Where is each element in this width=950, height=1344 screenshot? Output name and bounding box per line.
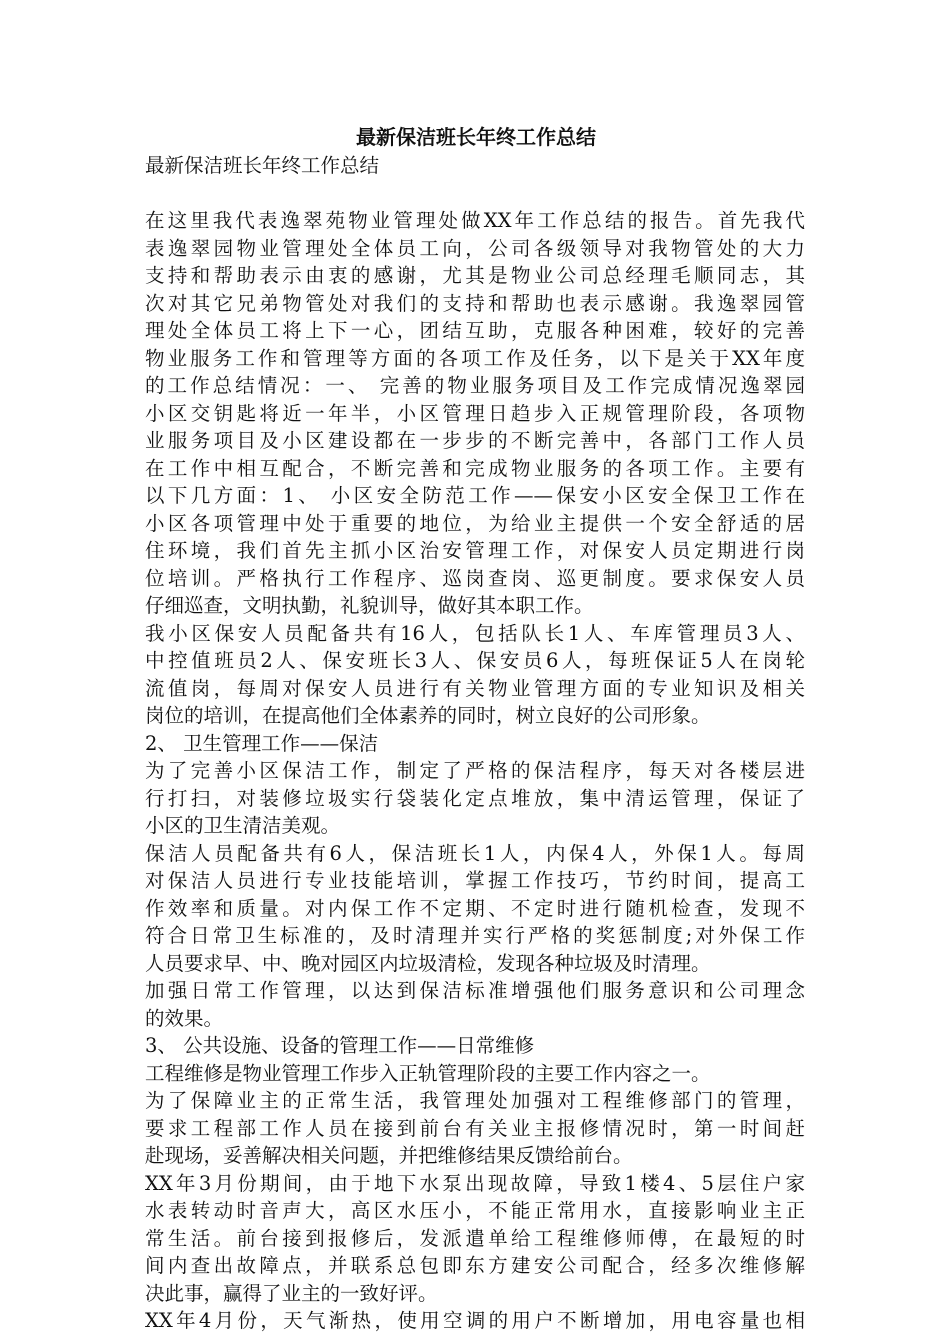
document-subtitle: 最新保洁班长年终工作总结 xyxy=(145,154,380,177)
body-text-line: 小区各项管理中处于重要的地位，为给业主提供一个安全舒适的居 xyxy=(145,511,805,535)
blank-line xyxy=(145,180,805,208)
body-text-line: 小区交钥匙将近一年半，小区管理日趋步入正规管理阶段，各项物 xyxy=(145,401,805,425)
body-text-line: 决此事，赢得了业主的一致好评。 xyxy=(145,1281,438,1305)
body-text-line: 人员要求早、中、晚对园区内垃圾清检，发现各种垃圾及时清理。 xyxy=(145,951,711,975)
body-text-line: 行打扫，对装修垃圾实行袋装化定点堆放，集中清运管理，保证了 xyxy=(145,786,805,810)
body-text-line: 间内查出故障点，并联系总包即东方建安公司配合，经多次维修解 xyxy=(145,1254,805,1277)
document-body xyxy=(145,152,805,1335)
body-text-line: 理处全体员工将上下一心，团结互助，克服各种困难，较好的完善 xyxy=(145,319,805,342)
body-text-line: 对保洁人员进行专业技能培训，掌握工作技巧，节约时间，提高工 xyxy=(145,869,805,892)
body-text-line: 支持和帮助表示由衷的感谢，尤其是物业公司总经理毛顺同志，其 xyxy=(145,264,805,287)
body-text-line: 作效率和质量。对内保工作不定期、不定时进行随机检查，发现不 xyxy=(145,896,805,920)
body-text-line: 以下几方面：1、 小区安全防范工作——保安小区安全保卫工作在 xyxy=(145,484,805,507)
body-text-line: 2、 卫生管理工作——保洁 xyxy=(145,731,379,755)
body-text-line: 工程维修是物业管理工作步入正轨管理阶段的主要工作内容之一。 xyxy=(145,1061,711,1085)
document-title: 最新保洁班长年终工作总结 xyxy=(356,125,596,149)
body-text-line: 仔细巡查，文明执勤，礼貌训导，做好其本职工作。 xyxy=(145,594,594,617)
body-text-line: 在工作中相互配合，不断完善和完成物业服务的各项工作。主要有 xyxy=(145,456,805,480)
body-text-line: 次对其它兄弟物管处对我们的支持和帮助也表示感谢。我逸翠园管 xyxy=(145,291,805,315)
document-page xyxy=(145,122,805,1335)
body-text-line: XX年4月份，天气渐热，使用空调的用户不断增加，用电容量也相 xyxy=(145,1309,805,1332)
body-text-line: 住环境，我们首先主抓小区治安管理工作，对保安人员定期进行岗 xyxy=(145,539,805,562)
body-text-line: XX年3月份期间，由于地下水泵出现故障，导致1楼4、5层住户家 xyxy=(145,1171,805,1195)
body-text-line: 的效果。 xyxy=(145,1006,224,1030)
body-text-line: 符合日常卫生标准的，及时清理并实行严格的奖惩制度;对外保工作 xyxy=(145,924,805,947)
body-text-line: 小区的卫生清洁美观。 xyxy=(145,814,341,837)
body-text-line: 位培训。严格执行工作程序、巡岗查岗、巡更制度。要求保安人员 xyxy=(145,566,805,590)
body-text-line: 赴现场，妥善解决相关问题，并把维修结果反馈给前台。 xyxy=(145,1144,633,1167)
body-text-line: 的工作总结情况：一、 完善的物业服务项目及工作完成情况逸翠园 xyxy=(145,374,805,397)
body-text-line: 我小区保安人员配备共有16人，包括队长1人、车库管理员3人、 xyxy=(145,621,805,645)
body-text-line: 3、 公共设施、设备的管理工作——日常维修 xyxy=(145,1034,535,1057)
body-text-line: 为了保障业主的正常生活，我管理处加强对工程维修部门的管理， xyxy=(145,1089,805,1112)
body-text-line: 物业服务工作和管理等方面的各项工作及任务，以下是关于XX年度 xyxy=(145,346,805,370)
body-text-line: 中控值班员2人、保安班长3人、保安员6人，每班保证5人在岗轮 xyxy=(145,649,805,672)
body-text-line: 业服务项目及小区建设都在一步步的不断完善中，各部门工作人员 xyxy=(145,429,805,452)
body-text-line: 要求工程部工作人员在接到前台有关业主报修情况时，第一时间赶 xyxy=(145,1116,805,1140)
body-text-line: 岗位的培训，在提高他们全体素养的同时，树立良好的公司形象。 xyxy=(145,704,711,727)
body-text-line: 在这里我代表逸翠苑物业管理处做XX年工作总结的报告。首先我代 xyxy=(145,209,805,232)
body-text-line: 为了完善小区保洁工作，制定了严格的保洁程序，每天对各楼层进 xyxy=(145,759,805,782)
body-text-line: 表逸翠园物业管理处全体员工向，公司各级领导对我物管处的大力 xyxy=(145,236,805,260)
body-text-line: 加强日常工作管理，以达到保洁标准增强他们服务意识和公司理念 xyxy=(145,979,805,1002)
body-text-line: 水表转动时音声大，高区水压小，不能正常用水，直接影响业主正 xyxy=(145,1199,805,1222)
body-text-line: 流值岗，每周对保安人员进行有关物业管理方面的专业知识及相关 xyxy=(145,676,805,700)
body-text-line: 常生活。前台接到报修后，发派遣单给工程维修师傅，在最短的时 xyxy=(145,1226,805,1250)
body-text-line: 保洁人员配备共有6人，保洁班长1人，内保4人，外保1人。每周 xyxy=(145,841,805,865)
